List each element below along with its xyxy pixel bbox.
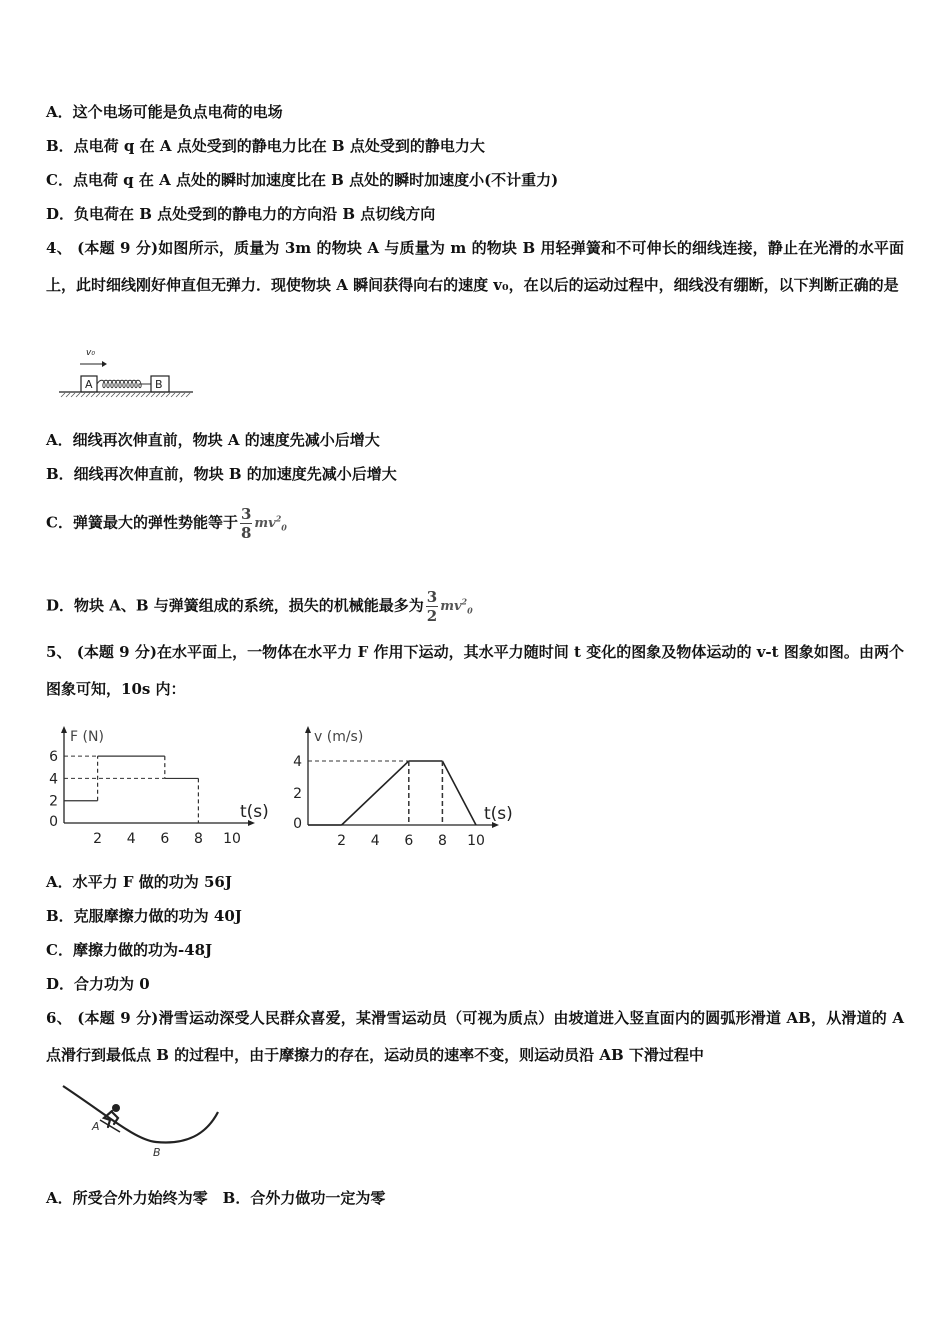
q5-score: (本题 9 分) bbox=[76, 643, 157, 661]
x-axis-label: t(s) bbox=[484, 804, 513, 824]
spring bbox=[97, 380, 151, 388]
x-tick-label: 6 bbox=[160, 831, 170, 847]
ground-hatch bbox=[61, 393, 190, 397]
q6-slope-figure bbox=[56, 1080, 226, 1162]
velocity-arrowhead bbox=[102, 361, 107, 367]
y-axis-label: F (N) bbox=[70, 729, 104, 745]
q4-option-b: B．细线再次伸直前，物块 B 的加速度先减小后增大 bbox=[46, 465, 397, 483]
q4-option-d-expr: $mv^2_0$ bbox=[440, 597, 473, 616]
q4-option-a: A．细线再次伸直前，物块 A 的速度先减小后增大 bbox=[46, 431, 380, 449]
q6-options: A．所受合外力始终为零 B．合外力做功一定为零 bbox=[46, 1189, 386, 1207]
point-b-label: B bbox=[153, 1146, 161, 1159]
q6-score: (本题 9 分) bbox=[77, 1009, 159, 1027]
x-tick-label: 4 bbox=[126, 831, 136, 847]
y-tick-label: 0 bbox=[49, 814, 58, 830]
q5-number: 5、 bbox=[46, 643, 72, 661]
y-axis-arrow bbox=[61, 726, 67, 733]
x-tick-label: 4 bbox=[370, 833, 380, 849]
q3-option-c: C．点电荷 q 在 A 点处的瞬时加速度比在 B 点处的瞬时加速度小(不计重力) bbox=[46, 171, 559, 189]
velocity-time-chart bbox=[284, 718, 516, 854]
q4-score: (本题 9 分) bbox=[77, 239, 159, 257]
x-tick-label: 8 bbox=[193, 831, 203, 847]
q5-option-c: C．摩擦力做的功为-48J bbox=[46, 941, 213, 959]
q5-stem bbox=[46, 634, 904, 708]
y-tick-label: 4 bbox=[49, 771, 58, 788]
velocity-label: v₀ bbox=[86, 348, 95, 358]
block-a-label: A bbox=[85, 378, 93, 391]
q3-option-d: D．负电荷在 B 点处受到的静电力的方向沿 B 点切线方向 bbox=[46, 205, 436, 223]
q4-option-d-fraction: $\frac{3}{2}$ bbox=[426, 587, 438, 625]
y-axis-label: v (m/s) bbox=[314, 729, 364, 745]
force-time-chart bbox=[44, 716, 284, 854]
x-tick-label: 8 bbox=[437, 833, 447, 849]
x-tick-label: 10 bbox=[223, 831, 241, 847]
q3-option-b: B．点电荷 q 在 A 点处受到的静电力比在 B 点处受到的静电力大 bbox=[46, 137, 485, 155]
y-tick-label: 0 bbox=[293, 816, 302, 832]
q5-option-a: A．水平力 F 做的功为 56J bbox=[46, 873, 232, 891]
q4-option-c-text: C．弹簧最大的弹性势能等于 bbox=[46, 513, 238, 532]
x-tick-label: 6 bbox=[404, 833, 414, 849]
x-axis-label: t(s) bbox=[240, 802, 269, 822]
y-axis-arrow bbox=[305, 726, 311, 733]
y-tick-label: 6 bbox=[49, 749, 58, 766]
q4-option-c bbox=[46, 496, 287, 551]
q6-number: 6、 bbox=[46, 1009, 72, 1027]
block-b-label: B bbox=[155, 378, 163, 391]
q4-option-c-fraction: $\frac{3}{8}$ bbox=[240, 504, 252, 542]
q5-option-d: D．合力功为 0 bbox=[46, 975, 150, 993]
q4-spring-figure bbox=[56, 344, 196, 400]
velocity-segment bbox=[442, 761, 476, 825]
q6-stem bbox=[46, 1000, 904, 1074]
velocity-segment bbox=[342, 761, 409, 825]
x-tick-label: 10 bbox=[467, 833, 485, 849]
q6-stem-text: 滑雪运动深受人民群众喜爱，某滑雪运动员（可视为质点）由坡道进入竖直面内的圆弧形滑道 AB，从滑道的 A 点滑行到最低点 B 的过程中，由于摩擦力的存在，运动员的速率不变，则运动员沿 AB 下滑过程中 bbox=[46, 1009, 904, 1064]
q5-option-b: B．克服摩擦力做的功为 40J bbox=[46, 907, 242, 925]
y-tick-label: 2 bbox=[293, 786, 302, 802]
q3-option-a: A．这个电场可能是负点电荷的电场 bbox=[46, 103, 283, 121]
q4-option-c-expr: $mv^2_0$ bbox=[254, 514, 287, 533]
x-tick-label: 2 bbox=[337, 833, 347, 849]
q4-option-d bbox=[46, 575, 473, 638]
q4-stem-text: 如图所示，质量为 3m 的物块 A 与质量为 m 的物块 B 用轻弹簧和不可伸长的细线连接，静止在光滑的水平面上，此时细线刚好伸直但无弹力．现使物块 A 瞬间获得向右的速度 v₀，在以后的运动过程中，细线没有绷断，以下判断正确的是 bbox=[46, 239, 905, 294]
y-tick-label: 2 bbox=[49, 793, 58, 810]
q4-option-d-text: D．物块 A、B 与弹簧组成的系统，损失的机械能最多为 bbox=[46, 596, 424, 615]
y-tick-label: 4 bbox=[293, 754, 302, 770]
q4-stem bbox=[46, 230, 904, 304]
q5-stem-text: 在水平面上，一物体在水平力 F 作用下运动，其水平力随时间 t 变化的图象及物体运动的 v-t 图象如图。由两个图象可知，10s 内： bbox=[46, 643, 905, 698]
arc-track bbox=[63, 1086, 218, 1143]
q4-number: 4、 bbox=[46, 239, 72, 257]
point-a-label: A bbox=[92, 1120, 100, 1133]
x-tick-label: 2 bbox=[93, 831, 103, 847]
